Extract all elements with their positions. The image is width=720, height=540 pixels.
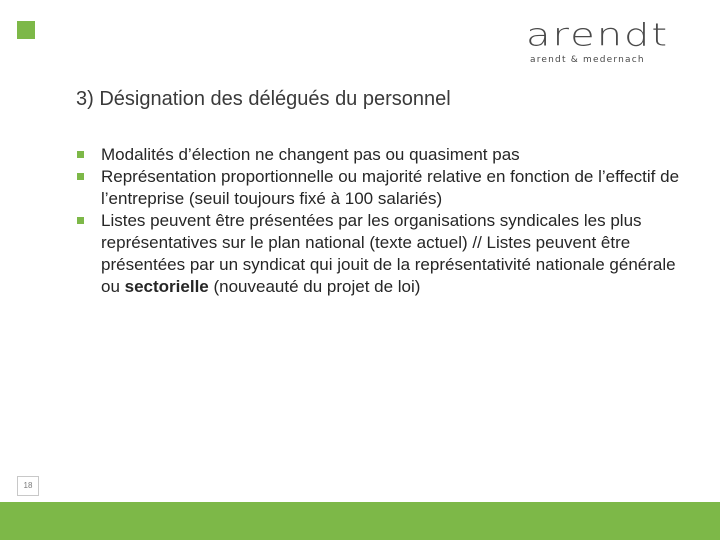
- bullet-list: [76, 144, 686, 298]
- footer-bar: [0, 502, 720, 540]
- bullet-text: Modalités d’élection ne changent pas ou quasiment pas: [101, 145, 520, 164]
- corner-accent-square: [17, 21, 35, 39]
- bullet-text-part: Listes peuvent être présentées par les organisations syndicales les plus représentatives sur le plan national (texte actuel) // Listes peuvent être présentées par un syndicat qui jouit de la représentativité nationale générale ou: [101, 211, 676, 296]
- square-bullet-icon: [77, 151, 84, 158]
- square-bullet-icon: [77, 217, 84, 224]
- bullet-item: [76, 210, 686, 298]
- bullet-text: Représentation proportionnelle ou majorité relative en fonction de l’effectif de l’entreprise (seuil toujours fixé à 100 salariés): [101, 167, 680, 208]
- square-bullet-icon: [77, 173, 84, 180]
- logo-subtitle: arendt & medernach: [530, 55, 645, 65]
- page-number: 18: [17, 476, 39, 496]
- bullet-text-emphasis: sectorielle: [124, 277, 209, 296]
- bullet-text-part: (nouveauté du projet de loi): [208, 277, 421, 296]
- bullet-item: [76, 166, 686, 210]
- bullet-item: [76, 144, 686, 166]
- logo-wordmark: arendt: [526, 17, 670, 54]
- arendt-logo: [526, 17, 706, 65]
- slide-title: 3) Désignation des délégués du personnel: [76, 88, 451, 110]
- bullet-text: [101, 211, 676, 296]
